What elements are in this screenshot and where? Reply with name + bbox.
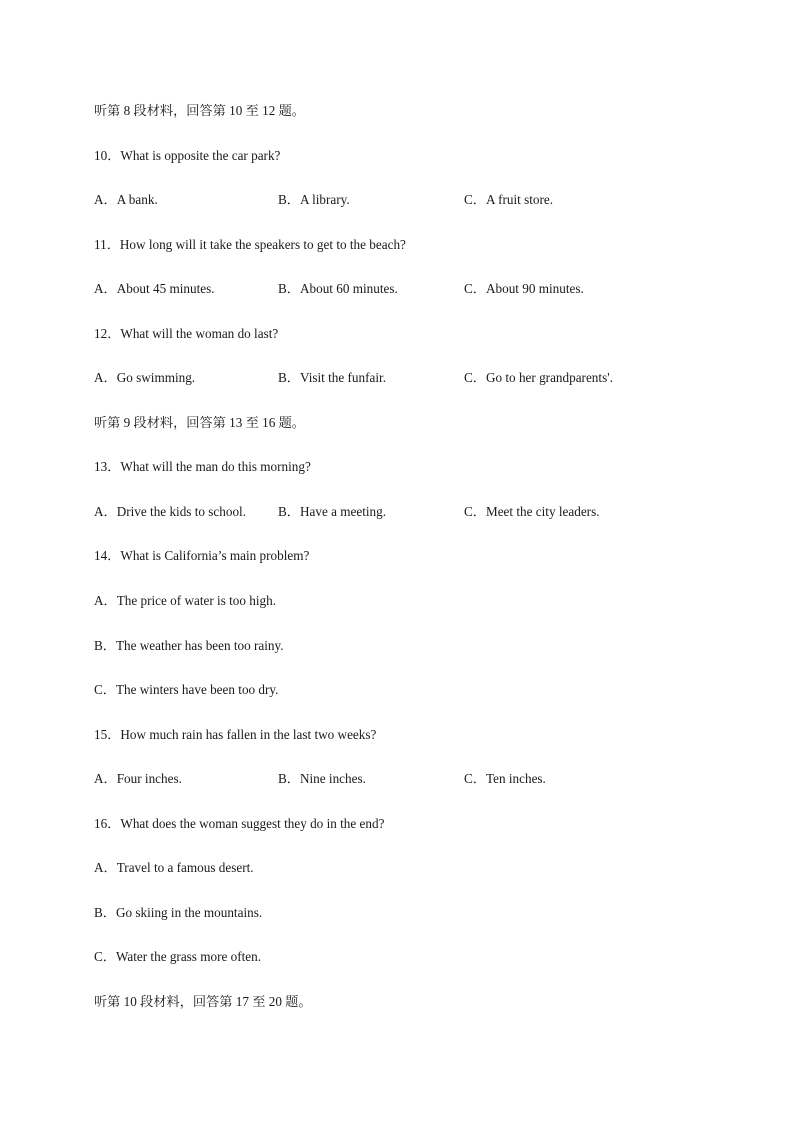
section-heading-8: 听第 8 段材料，回答第 10 至 12 题。 bbox=[94, 103, 305, 118]
question-12-option-a: A．Go swimming. bbox=[94, 370, 196, 385]
question-15-option-c: C．Ten inches. bbox=[464, 771, 546, 786]
question-13-option-b: B．Have a meeting. bbox=[278, 504, 387, 519]
question-15-option-b: B．Nine inches. bbox=[278, 771, 366, 786]
question-14-stem: 14．What is California’s main problem? bbox=[94, 548, 310, 563]
question-11-stem: 11．How long will it take the speakers to get to the beach? bbox=[94, 237, 406, 252]
question-10-option-c: C．A fruit store. bbox=[464, 192, 554, 207]
question-16-option-c: C．Water the grass more often. bbox=[94, 949, 262, 964]
question-14-option-c: C．The winters have been too dry. bbox=[94, 682, 279, 697]
question-12-option-b: B．Visit the funfair. bbox=[278, 370, 386, 385]
question-12-option-c: C．Go to her grandparents'. bbox=[464, 370, 613, 385]
question-13-option-a: A．Drive the kids to school. bbox=[94, 504, 247, 519]
question-10-option-b: B．A library. bbox=[278, 192, 350, 207]
question-15-stem: 15．How much rain has fallen in the last two weeks? bbox=[94, 727, 377, 742]
question-14-option-b: B．The weather has been too rainy. bbox=[94, 638, 284, 653]
section-heading-10: 听第 10 段材料，回答第 17 至 20 题。 bbox=[94, 994, 312, 1009]
question-11-option-a: A．About 45 minutes. bbox=[94, 281, 215, 296]
question-11-option-c: C．About 90 minutes. bbox=[464, 281, 584, 296]
question-10-option-a: A．A bank. bbox=[94, 192, 158, 207]
question-10-stem: 10．What is opposite the car park? bbox=[94, 148, 281, 163]
section-heading-9: 听第 9 段材料，回答第 13 至 16 题。 bbox=[94, 415, 305, 430]
question-13-option-c: C．Meet the city leaders. bbox=[464, 504, 600, 519]
question-13-stem: 13．What will the man do this morning? bbox=[94, 459, 311, 474]
question-12-stem: 12．What will the woman do last? bbox=[94, 326, 279, 341]
question-16-option-a: A．Travel to a famous desert. bbox=[94, 860, 254, 875]
question-11-option-b: B．About 60 minutes. bbox=[278, 281, 398, 296]
question-15-option-a: A．Four inches. bbox=[94, 771, 182, 786]
question-16-option-b: B．Go skiing in the mountains. bbox=[94, 905, 263, 920]
question-16-stem: 16．What does the woman suggest they do in the end? bbox=[94, 816, 385, 831]
question-14-option-a: A．The price of water is too high. bbox=[94, 593, 277, 608]
